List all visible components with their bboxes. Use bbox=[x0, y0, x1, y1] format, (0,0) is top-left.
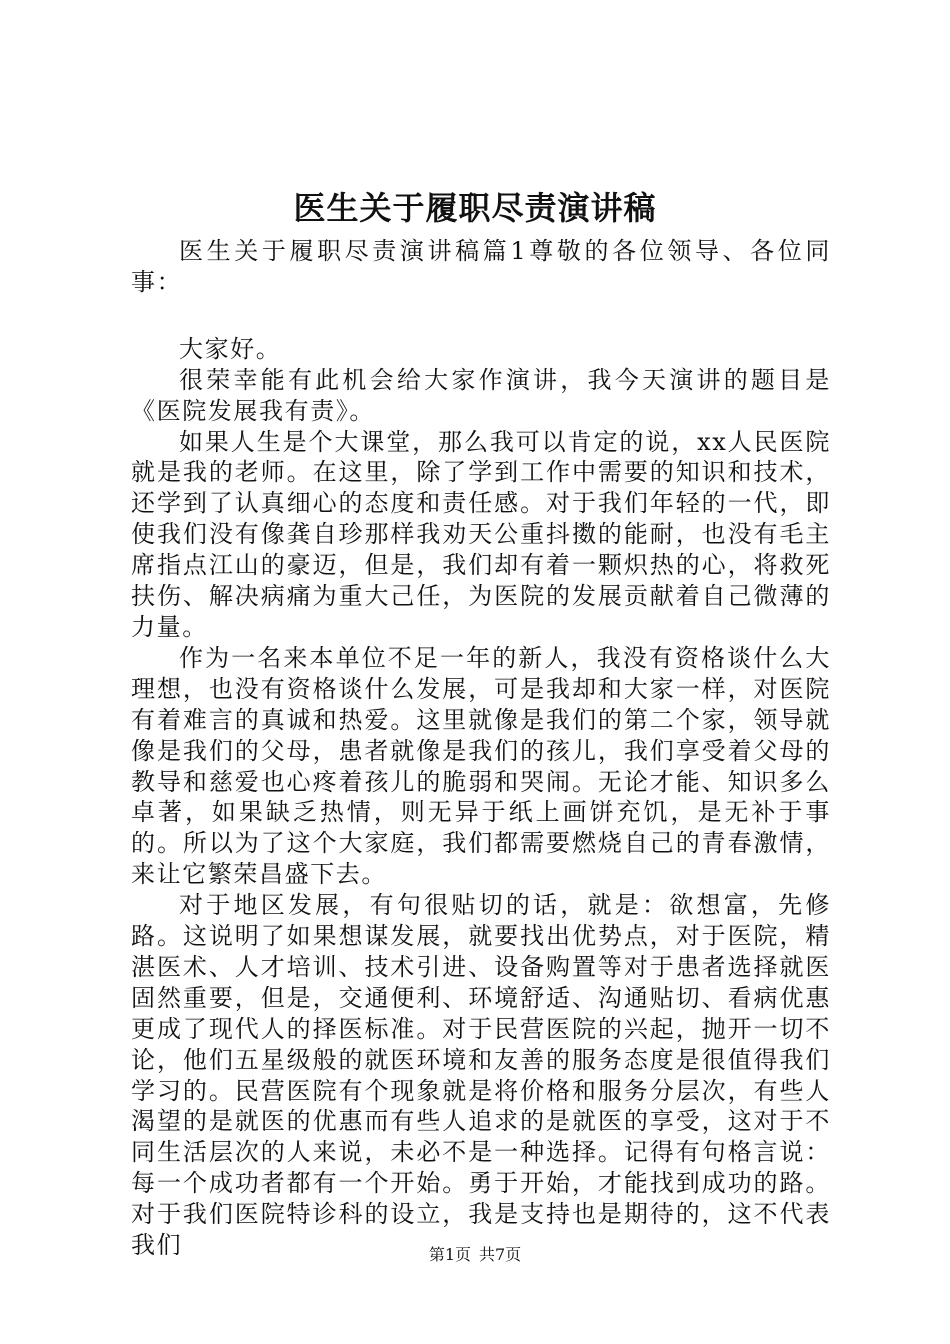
page-footer bbox=[0, 1244, 950, 1266]
page-number-current: 第1页 bbox=[428, 1245, 471, 1264]
paragraph-newcomer: 作为一名来本单位不足一年的新人，我没有资格谈什么大理想，也没有资格谈什么发展，可是我却和大家一样，对医院有着难言的真诚和热爱。这里就像是我们的第二个家，领导就像是我们的父母，患者就像是我们的孩儿，我们享受着父母的教导和慈爱也心疼着孩儿的脆弱和哭闹。无论才能、知识多么卓著，如果缺乏热情，则无异于纸上画饼充饥，是无补于事的。所以为了这个大家庭，我们都需要燃烧自己的青春激情，来让它繁荣昌盛下去。 bbox=[131, 643, 831, 889]
paragraph-intro: 医生关于履职尽责演讲稿篇1尊敬的各位领导、各位同事： bbox=[131, 237, 831, 296]
page-number-total: 共7页 bbox=[479, 1245, 522, 1264]
paragraph-development: 对于地区发展，有句很贴切的话，就是：欲想富，先修路。这说明了如果想谋发展，就要找出优势点，对于医院，精湛医术、人才培训、技术引进、设备购置等对于患者选择就医固然重要，但是，交通便利、环境舒适、沟通贴切、看病优惠更成了现代人的择医标准。对于民营医院的兴起，抛开一切不论，他们五星级般的就医环境和友善的服务态度是很值得我们学习的。民营医院有个现象就是将价格和服务分层次，有些人渴望的是就医的优惠而有些人追求的是就医的享受，这对于不同生活层次的人来说，未必不是一种选择。记得有句格言说：每一个成功者都有一个开始。勇于开始，才能找到成功的路。对于我们医院特诊科的设立，我是支持也是期待的，这不代表我们 bbox=[131, 891, 831, 1260]
document-title: 医生关于履职尽责演讲稿 bbox=[293, 189, 657, 227]
document-body bbox=[131, 236, 831, 1261]
paragraph-greeting: 大家好。 bbox=[179, 334, 282, 363]
paragraph-topic: 很荣幸能有此机会给大家作演讲，我今天演讲的题目是《医院发展我有责》。 bbox=[131, 365, 831, 425]
paragraph-hospital-teacher: 如果人生是个大课堂，那么我可以肯定的说，xx人民医院就是我的老师。在这里，除了学到工作中需要的知识和技术，还学到了认真细心的态度和责任感。对于我们年轻的一代，即使我们没有像龚自珍那样我劝天公重抖擞的能耐，也没有毛主席指点江山的豪迈，但是，我们却有着一颗炽热的心，将救死扶伤、解决病痛为重大己任，为医院的发展贡献着自己微薄的力量。 bbox=[131, 427, 831, 641]
